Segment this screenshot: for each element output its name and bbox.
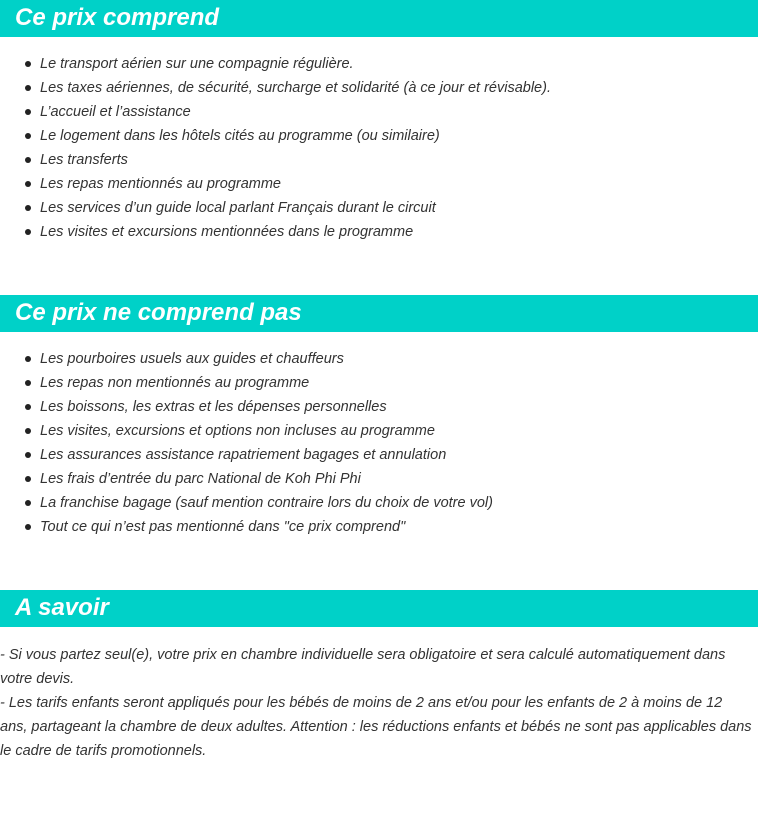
list-item bbox=[0, 347, 758, 371]
not-included-list bbox=[0, 347, 758, 539]
included-title: Ce prix comprend bbox=[15, 4, 220, 31]
list-item bbox=[0, 52, 758, 76]
list-item-text: Le logement dans les hôtels cités au programme (ou similaire) bbox=[40, 128, 440, 144]
list-item-text: Le transport aérien sur une compagnie régulière. bbox=[40, 56, 354, 72]
list-item-text: L’accueil et l’assistance bbox=[40, 104, 191, 120]
list-item bbox=[0, 515, 758, 539]
bullet-icon bbox=[25, 476, 31, 482]
list-item-text: Les transferts bbox=[40, 152, 128, 168]
list-item bbox=[0, 467, 758, 491]
list-item bbox=[0, 100, 758, 124]
bullet-icon bbox=[25, 229, 31, 235]
list-item bbox=[0, 76, 758, 100]
list-item-text: Les boissons, les extras et les dépenses personnelles bbox=[40, 399, 387, 415]
list-item-text: Tout ce qui n’est pas mentionné dans "ce prix comprend" bbox=[40, 519, 406, 535]
included-header bbox=[0, 0, 758, 37]
list-item bbox=[0, 220, 758, 244]
list-item-text: Les frais d’entrée du parc National de Koh Phi Phi bbox=[40, 471, 361, 487]
list-item bbox=[0, 172, 758, 196]
list-item-text: Les taxes aériennes, de sécurité, surcharge et solidarité (à ce jour et révisable). bbox=[40, 80, 551, 96]
bullet-icon bbox=[25, 61, 31, 67]
not-included-title: Ce prix ne comprend pas bbox=[15, 299, 302, 326]
not-included-header bbox=[0, 295, 758, 332]
list-item-text: Les visites, excursions et options non incluses au programme bbox=[40, 423, 435, 439]
bullet-icon bbox=[25, 404, 31, 410]
list-item bbox=[0, 371, 758, 395]
bullet-icon bbox=[25, 109, 31, 115]
list-item-text: Les repas non mentionnés au programme bbox=[40, 375, 310, 391]
list-item-text: Les assurances assistance rapatriement bagages et annulation bbox=[40, 447, 447, 463]
bullet-icon bbox=[25, 85, 31, 91]
to-know-paragraph: - Les tarifs enfants seront appliqués pour les bébés de moins de 2 ans et/ou pour les enfants de 2 à moins de 12 ans, partageant la chambre de deux adultes. Attention : les réductions enfants et bébés ne sont pas applicables dans le cadre de tarifs promotionnels. bbox=[0, 695, 752, 759]
to-know-title: A savoir bbox=[15, 594, 109, 621]
list-item-text: Les repas mentionnés au programme bbox=[40, 176, 281, 192]
bullet-icon bbox=[25, 133, 31, 139]
list-item-text: Les services d’un guide local parlant Français durant le circuit bbox=[40, 200, 436, 216]
to-know-paragraph: - Si vous partez seul(e), votre prix en chambre individuelle sera obligatoire et sera calculé automatiquement dans votre devis. bbox=[0, 647, 726, 687]
list-item bbox=[0, 419, 758, 443]
list-item bbox=[0, 491, 758, 515]
bullet-icon bbox=[25, 205, 31, 211]
list-item-text: La franchise bagage (sauf mention contraire lors du choix de votre vol) bbox=[40, 495, 493, 511]
bullet-icon bbox=[25, 524, 31, 530]
list-item bbox=[0, 124, 758, 148]
list-item-text: Les pourboires usuels aux guides et chauffeurs bbox=[40, 351, 344, 367]
bullet-icon bbox=[25, 428, 31, 434]
bullet-icon bbox=[25, 380, 31, 386]
to-know-header bbox=[0, 590, 758, 627]
list-item bbox=[0, 395, 758, 419]
list-item bbox=[0, 196, 758, 220]
bullet-icon bbox=[25, 500, 31, 506]
bullet-icon bbox=[25, 157, 31, 163]
list-item bbox=[0, 443, 758, 467]
list-item bbox=[0, 148, 758, 172]
bullet-icon bbox=[25, 356, 31, 362]
bullet-icon bbox=[25, 452, 31, 458]
list-item-text: Les visites et excursions mentionnées dans le programme bbox=[40, 224, 414, 240]
bullet-icon bbox=[25, 181, 31, 187]
included-list bbox=[0, 52, 758, 244]
to-know-body bbox=[0, 643, 752, 763]
